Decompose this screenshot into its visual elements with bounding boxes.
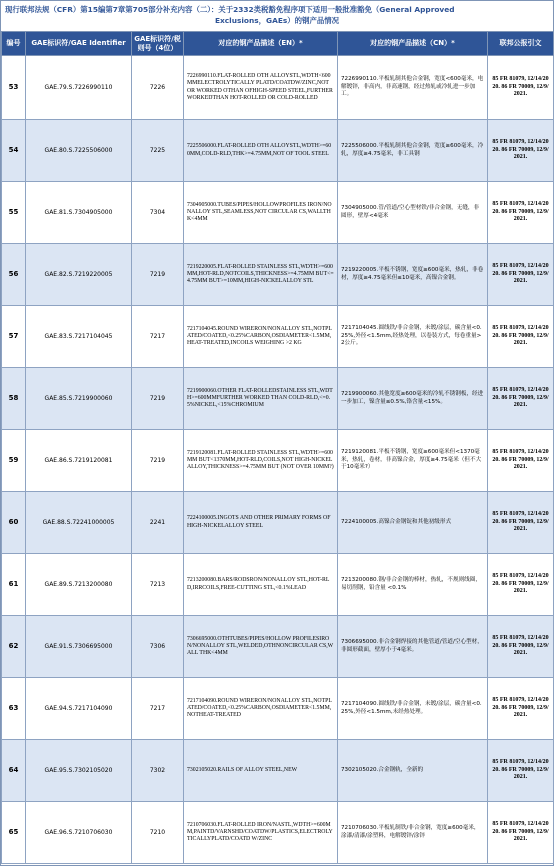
table-row [2, 554, 554, 616]
federal-register-citation: 85 FR 81079, 12/14/2020. 86 FR 70009, 12/9/2021. [488, 554, 554, 616]
hts-code: 7302 [132, 740, 184, 802]
gae-identifier: GAE.95.S.7302105020 [26, 740, 132, 802]
hts-code: 7306 [132, 616, 184, 678]
hts-code: 7210 [132, 802, 184, 864]
description-cn: 7219220005.平板不锈钢，宽度≥600毫米，热轧，非卷材，厚度≥4.75毫米但≤10毫米，高镍合金钢。 [338, 244, 488, 306]
table-row [2, 368, 554, 430]
description-en: 7219900060.OTHER FLAT-ROLLEDSTAINLESS STL,WDTH>=600MMFURTHER WORKED THAN COLD-RLD,<=0.5%NICKEL,<15%CHROMIUM [184, 368, 338, 430]
header-hts: GAE标识符/税则号（4位） [132, 32, 184, 56]
hts-code: 7226 [132, 56, 184, 120]
gae-identifier: GAE.80.S.7225506000 [26, 120, 132, 182]
hts-code: 2241 [132, 492, 184, 554]
description-cn: 7304905000.管/管道/空心型材铁/非合金钢，无缝，非圆形，壁厚<4毫米 [338, 182, 488, 244]
gae-identifier: GAE.83.S.7217104045 [26, 306, 132, 368]
federal-register-citation: 85 FR 81079, 12/14/2020. 86 FR 70009, 12/9/2021. [488, 56, 554, 120]
header-no: 编号 [2, 32, 26, 56]
description-cn: 7217104045.圆线铁/非合金钢，未镀/涂层，碳含量<0.25%,外径<1.5mm,经热处理，以卷装方式，每卷重量>2公斤。 [338, 306, 488, 368]
federal-register-citation: 85 FR 81079, 12/14/2020. 86 FR 70009, 12/9/2021. [488, 182, 554, 244]
title-line-1: 现行联邦法规（CFR）第15编第7章第705部分补充内容（二）：关于2332类税豁免程序项下适用一般批准豁免（General Approved [5, 5, 455, 14]
header-gae: GAE标识符/GAE Identifier [26, 32, 132, 56]
description-cn: 7306695000.非合金钢焊接的其他管道/管道/空心型材，非圆形截面，壁厚小于4毫米。 [338, 616, 488, 678]
title-line-2: Exclusions，GAEs）的钢产品情况 [214, 16, 340, 25]
gae-identifier: GAE.79.S.7226990110 [26, 56, 132, 120]
table-header [2, 32, 554, 56]
description-en: 7217104090.ROUND WIRERON/NONALLOY STL,NOTPLATED/COATED,<0.25%CARBON,OSDIAMETER<1.5MM,NOTHEAT-TREATED [184, 678, 338, 740]
table-row [2, 306, 554, 368]
gae-identifier: GAE.89.S.7213200080 [26, 554, 132, 616]
description-cn: 7224100005.高镍合金钢锭和其他初级形式 [338, 492, 488, 554]
description-en: 7219220005.FLAT-ROLLED STAINLESS STL,WDTH>=600MM,HOT-RLD,NOTCOILS,THICKNESS>=4.75MM BUT<=4.75MM BUT>=10MM,HIGH-NICKELALLOY STL [184, 244, 338, 306]
federal-register-citation: 85 FR 81079, 12/14/2020. 86 FR 70009, 12/9/2021. [488, 492, 554, 554]
gae-identifier: GAE.88.S.72241000005 [26, 492, 132, 554]
federal-register-citation: 85 FR 81079, 12/14/2020. 86 FR 70009, 12/9/2021. [488, 120, 554, 182]
gae-identifier: GAE.82.S.7219220005 [26, 244, 132, 306]
table-row [2, 616, 554, 678]
description-en: 7226990110.FLAT-ROLLED OTH ALLOYSTL,WDTH<600MMELECTROLYTICALLY PLATD/COATDW/ZINC,NOT OR WORKED OTHAN OFHIGH-SPEED STEEL,FURTHER WORKEDTHAN HOT-ROLLED OR COLD-ROLLED [184, 56, 338, 120]
description-cn: 7302105020.合金钢轨，全新的 [338, 740, 488, 802]
description-cn: 7219900060.其他宽度≥600毫米的冷轧不锈钢板，经进一步加工，镍含量≤0.5%,铬含量<15%。 [338, 368, 488, 430]
row-number: 61 [2, 554, 26, 616]
table-row [2, 678, 554, 740]
federal-register-citation: 85 FR 81079, 12/14/2020. 86 FR 70009, 12/9/2021. [488, 740, 554, 802]
table-row [2, 120, 554, 182]
gae-identifier: GAE.81.S.7304905000 [26, 182, 132, 244]
description-en: 7213200080.BARS/RODSRON/NONALLOY STL,HOT-RLD,IRRCOILS,FREE-CUTTING STL,<0.1%LEAD [184, 554, 338, 616]
row-number: 53 [2, 56, 26, 120]
hts-code: 7304 [132, 182, 184, 244]
hts-code: 7219 [132, 430, 184, 492]
gae-identifier: GAE.85.S.7219900060 [26, 368, 132, 430]
gae-identifier: GAE.91.S.7306695000 [26, 616, 132, 678]
description-en: 7302105020.RAILS OF ALLOY STEEL,NEW [184, 740, 338, 802]
gae-table [1, 31, 554, 864]
description-en: 7224100005.INGOTS AND OTHER PRIMARY FORMS OF HIGH-NICKELALLOY STEEL [184, 492, 338, 554]
hts-code: 7217 [132, 678, 184, 740]
page-title [1, 1, 553, 31]
table-row [2, 740, 554, 802]
row-number: 65 [2, 802, 26, 864]
row-number: 56 [2, 244, 26, 306]
header-en: 对应的钢产品描述（EN）* [184, 32, 338, 56]
table-row [2, 492, 554, 554]
description-en: 7306695000.OTHTUBES/PIPES/HOLLOW PROFILESIRON/NONALLOY STL,WELDED,OTHNONCIRCULAR CS,WALL THK<4MM [184, 616, 338, 678]
description-cn: 7225506000.平板轧制其他合金钢，宽度≥600毫米，冷轧，厚度≥4.75毫米，非工具钢 [338, 120, 488, 182]
hts-code: 7225 [132, 120, 184, 182]
row-number: 54 [2, 120, 26, 182]
row-number: 64 [2, 740, 26, 802]
table-body [2, 56, 554, 864]
federal-register-citation: 85 FR 81079, 12/14/2020. 86 FR 70009, 12/9/2021. [488, 368, 554, 430]
hts-code: 7213 [132, 554, 184, 616]
row-number: 62 [2, 616, 26, 678]
row-number: 55 [2, 182, 26, 244]
gae-identifier: GAE.94.S.7217104090 [26, 678, 132, 740]
row-number: 63 [2, 678, 26, 740]
federal-register-citation: 85 FR 81079, 12/14/2020. 86 FR 70009, 12/9/2021. [488, 802, 554, 864]
table-row [2, 182, 554, 244]
row-number: 60 [2, 492, 26, 554]
table-row [2, 430, 554, 492]
description-cn: 7219120081.平板不锈钢，宽度≥600毫米但<1370毫米，热轧，卷材，非高镍合金，厚度≥4.75毫米（但不大于10毫米?） [338, 430, 488, 492]
gae-identifier: GAE.86.S.7219120081 [26, 430, 132, 492]
description-cn: 7226990110.平板轧制其他合金钢，宽度<600毫米，电解镀锌，非高内，非高速钢，经过热轧或冷轧进一步加工。 [338, 56, 488, 120]
description-cn: 7217104090.圆线铁/非合金钢，未镀/涂层，碳含量<0.25%,外径<1.5mm,未经热处理。 [338, 678, 488, 740]
description-en: 7219120081.FLAT-ROLLED STAINLESS STL,WDTH>=600MM BUT<1370MM,HOT-RLD,COILS,NOT HIGH-NICKELALLOY,THICKNESS>=4.75MM BUT (NOT OVER 10MM?) [184, 430, 338, 492]
federal-register-citation: 85 FR 81079, 12/14/2020. 86 FR 70009, 12/9/2021. [488, 430, 554, 492]
federal-register-citation: 85 FR 81079, 12/14/2020. 86 FR 70009, 12/9/2021. [488, 678, 554, 740]
hts-code: 7219 [132, 368, 184, 430]
hts-code: 7217 [132, 306, 184, 368]
header-cn: 对应的钢产品描述（CN）* [338, 32, 488, 56]
description-en: 7210706030.FLAT-ROLLED IRON/NASTL,WDTH>=600MM,PAINTD/VARNSHD/COATDW/PLASTICS,ELECTROLYTICALLYPLATD/COATD W/ZINC [184, 802, 338, 864]
row-number: 57 [2, 306, 26, 368]
description-en: 7225506000.FLAT-ROLLED OTH ALLOYSTL,WDTH>=600MM,COLD-RLD,THK>=4.75MM,NOT OF TOOL STEEL [184, 120, 338, 182]
federal-register-citation: 85 FR 81079, 12/14/2020. 86 FR 70009, 12/9/2021. [488, 306, 554, 368]
gae-identifier: GAE.96.S.7210706030 [26, 802, 132, 864]
table-row [2, 802, 554, 864]
header-ref: 联邦公报引文 [488, 32, 554, 56]
description-cn: 7210706030.平板轧制铁/非合金钢，宽度≥600毫米，涂漆/清漆/涂塑料，电解镀锌/涂锌 [338, 802, 488, 864]
description-en: 7304905000.TUBES/PIPES/HOLLOWPROFILES IRON/NONALLOY STL,SEAMLESS,NOT CIRCULAR CS,WALLTHK<4MM [184, 182, 338, 244]
table-row [2, 244, 554, 306]
description-en: 7217104045.ROUND WIRERON/NONALLOY STL,NOTPLATED/COATED,<0.25%CARBON,OSDIAMETER<1.5MM,HEAT-TREATED,INCOILS WEIGHING >2 KG [184, 306, 338, 368]
description-cn: 7213200080.钢/非合金钢的棒材，热轧，不规则线圈，易切削钢，铅含量 <0.1% [338, 554, 488, 616]
row-number: 58 [2, 368, 26, 430]
table-row [2, 56, 554, 120]
federal-register-citation: 85 FR 81079, 12/14/2020. 86 FR 70009, 12/9/2021. [488, 244, 554, 306]
hts-code: 7219 [132, 244, 184, 306]
row-number: 59 [2, 430, 26, 492]
federal-register-citation: 85 FR 81079, 12/14/2020. 86 FR 70009, 12/9/2021. [488, 616, 554, 678]
